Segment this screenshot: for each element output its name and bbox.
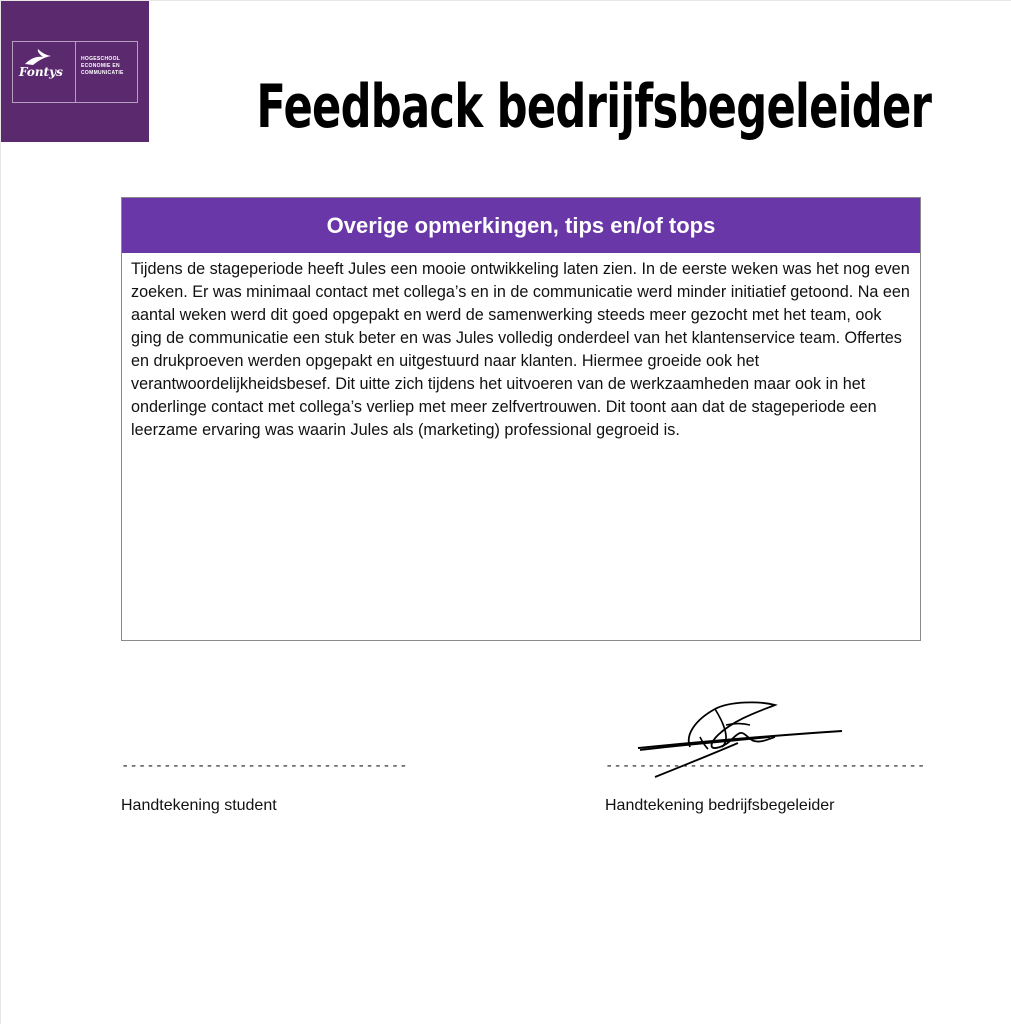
student-signature-line: ---------------------------------- [121, 758, 408, 774]
logo-subtitle-line: HOGESCHOOL [81, 56, 121, 62]
student-signature-label: Handtekening student [121, 797, 277, 814]
logo-divider [75, 42, 76, 102]
page-title: Feedback bedrijfsbegeleider [256, 72, 932, 142]
bird-icon [23, 48, 53, 66]
logo-subtitle-line: ECONOMIE EN [81, 63, 120, 69]
feedback-text: Tijdens de stageperiode heeft Jules een mooie ontwikkeling laten zien. In de eerste weken was het nog even zoeken. Er was minimaal contact met collega’s en in de communicatie werd minder initiatief getoond. Na een aantal weken werd dit goed opgepakt en werd de samenwerking steeds meer gezocht met het team, ook ging de communicatie een stuk beter en was Jules volledig onderdeel van het klantenservice team. Offertes en drukproeven werden opgepakt en uitgestuurd naar klanten. Hiermee groeide ook het verantwoordelijkheidsbesef. Dit uitte zich tijdens het uitvoeren van de werkzaamheden maar ook in het onderlinge contact met collega’s verliep met meer zelfvertrouwen. Dit toont aan dat de stageperiode een leerzame ervaring was waarin Jules als (marketing) professional gegroeid is. [131, 260, 910, 439]
logo-frame [12, 41, 138, 103]
supervisor-signature-line: -------------------------------------- [605, 758, 926, 774]
logo-subtitle [81, 56, 124, 77]
fontys-logo [1, 1, 149, 142]
feedback-header: Overige opmerkingen, tips en/of tops [122, 198, 920, 253]
logo-wordmark: Fontys [19, 65, 63, 79]
logo-subtitle-line: COMMUNICATIE [81, 70, 124, 76]
supervisor-signature-label: Handtekening bedrijfsbegeleider [605, 797, 835, 814]
feedback-box [121, 197, 921, 641]
